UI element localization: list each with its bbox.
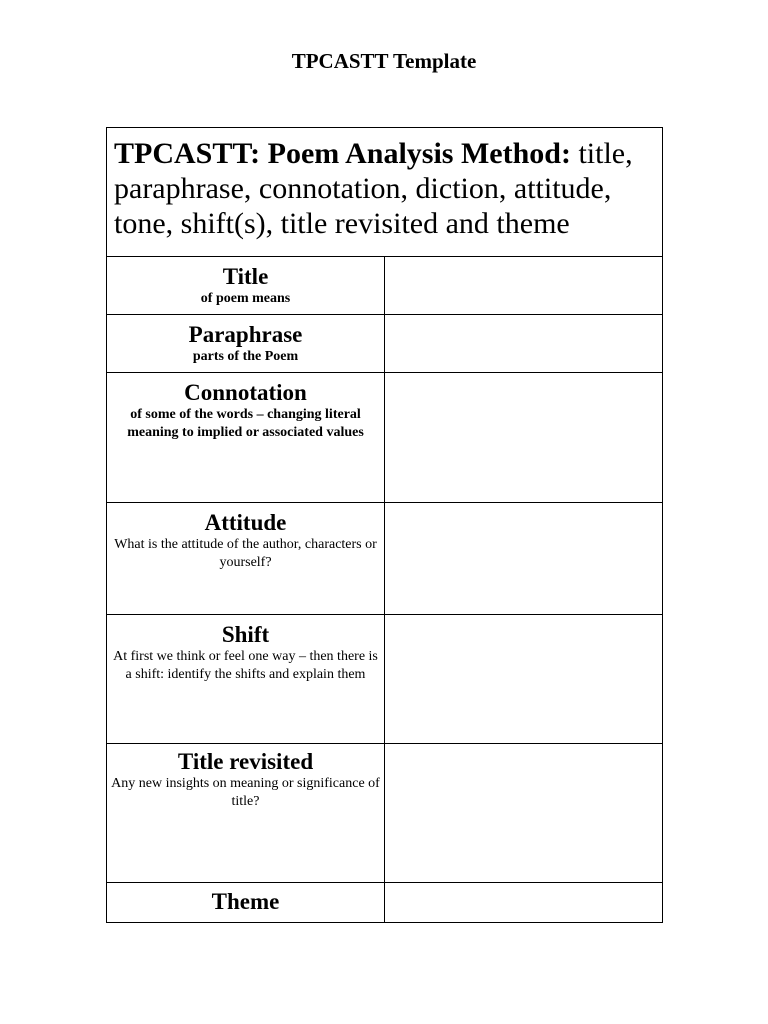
answer-cell-title-revisited[interactable] [385, 744, 663, 883]
table-row [107, 503, 663, 615]
row-label: Title revisited [177, 749, 314, 774]
row-label-cell-theme [107, 883, 385, 923]
row-description: parts of the Poem [192, 349, 299, 364]
row-label: Title [222, 264, 269, 289]
row-label-cell-title [107, 257, 385, 315]
answer-cell-paraphrase[interactable] [385, 315, 663, 373]
row-description: of poem means [200, 291, 291, 306]
answer-cell-connotation[interactable] [385, 373, 663, 503]
row-description: What is the attitude of the author, characters or yourself? [114, 537, 377, 570]
table-row [107, 315, 663, 373]
table-header-row [107, 128, 663, 257]
row-label-cell-connotation [107, 373, 385, 503]
table-header-cell [107, 128, 663, 257]
row-description: Any new insights on meaning or significance of title? [111, 776, 380, 809]
row-description: of some of the words – changing literal meaning to implied or associated values [127, 407, 364, 440]
row-label-cell-title-revisited [107, 744, 385, 883]
table-row [107, 883, 663, 923]
row-label: Connotation [184, 380, 307, 405]
header-method-steps: title, paraphrase, connotation, diction, attitude, tone, shift(s), title revisited and theme [114, 137, 633, 240]
page-title: TPCASTT Template [291, 49, 477, 73]
table-row [107, 615, 663, 744]
row-label: Attitude [204, 510, 287, 535]
answer-cell-shift[interactable] [385, 615, 663, 744]
table-row [107, 744, 663, 883]
answer-cell-theme[interactable] [385, 883, 663, 923]
row-label-cell-paraphrase [107, 315, 385, 373]
row-label: Shift [221, 622, 270, 647]
row-label: Theme [211, 889, 280, 914]
table-row [107, 257, 663, 315]
table-row [107, 373, 663, 503]
row-label-cell-attitude [107, 503, 385, 615]
row-description: At first we think or feel one way – then there is a shift: identify the shifts and explain them [113, 649, 378, 682]
answer-cell-attitude[interactable] [385, 503, 663, 615]
header-method-title: TPCASTT: Poem Analysis Method: [114, 137, 571, 170]
answer-cell-title[interactable] [385, 257, 663, 315]
row-label: Paraphrase [188, 322, 303, 347]
tpcastt-table [106, 127, 663, 923]
row-label-cell-shift [107, 615, 385, 744]
